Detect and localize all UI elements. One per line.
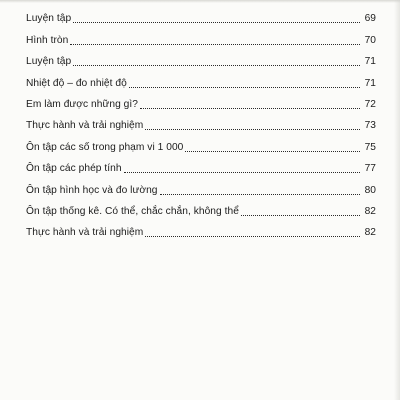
toc-entry-page: 72 <box>364 98 376 110</box>
toc-entry <box>26 90 376 111</box>
toc-dot-leader <box>160 194 360 195</box>
toc-entry-page: 73 <box>364 120 376 132</box>
toc-entry-page: 82 <box>364 205 376 217</box>
toc-entry-page: 71 <box>364 56 376 68</box>
toc-entry <box>26 132 376 153</box>
toc-dot-leader <box>145 129 360 130</box>
toc-entry <box>26 154 376 175</box>
toc-entry <box>26 218 376 239</box>
toc-dot-leader <box>185 151 360 152</box>
page-right-edge <box>394 0 400 400</box>
toc-dot-leader <box>145 236 360 237</box>
toc-entry-title: Ôn tập các số trong phạm vi 1 000 <box>26 141 184 153</box>
toc-entry-title: Hình tròn <box>26 34 69 46</box>
toc-dot-leader <box>129 87 360 88</box>
toc-entry <box>26 68 376 89</box>
toc-entry-title: Nhiệt độ – đo nhiệt độ <box>26 77 127 89</box>
toc-entry <box>26 25 376 46</box>
toc-entry-page: 80 <box>364 184 376 196</box>
toc-entry <box>26 4 376 25</box>
toc-entry <box>26 47 376 68</box>
toc-entry-title: Ôn tập hình học và đo lường <box>26 184 158 196</box>
toc-entry-page: 69 <box>364 13 376 25</box>
toc-entry <box>26 111 376 132</box>
toc-entry-title: Em làm được những gì? <box>26 98 138 110</box>
toc-entry-title: Thực hành và trải nghiệm <box>26 227 144 239</box>
toc-dot-leader <box>124 172 360 173</box>
toc-entry-page: 71 <box>364 77 376 89</box>
toc-dot-leader <box>73 22 360 23</box>
toc-entry <box>26 175 376 196</box>
toc-dot-leader <box>73 65 360 66</box>
page-top-edge <box>0 0 400 3</box>
toc-entry-title: Luyện tập <box>26 56 72 68</box>
toc-entry-page: 75 <box>364 141 376 153</box>
toc-entry-title: Ôn tập thống kê. Có thể, chắc chắn, không thể <box>26 205 239 217</box>
toc-entry <box>26 197 376 218</box>
toc-dot-leader <box>70 44 360 45</box>
table-of-contents <box>26 4 376 239</box>
toc-dot-leader <box>241 215 360 216</box>
toc-entry-title: Luyện tập <box>26 13 72 25</box>
toc-entry-title: Thực hành và trải nghiệm <box>26 120 144 132</box>
toc-entry-title: Ôn tập các phép tính <box>26 163 122 175</box>
toc-entry-page: 70 <box>364 34 376 46</box>
toc-dot-leader <box>140 108 360 109</box>
toc-entry-page: 82 <box>364 227 376 239</box>
toc-entry-page: 77 <box>364 163 376 175</box>
